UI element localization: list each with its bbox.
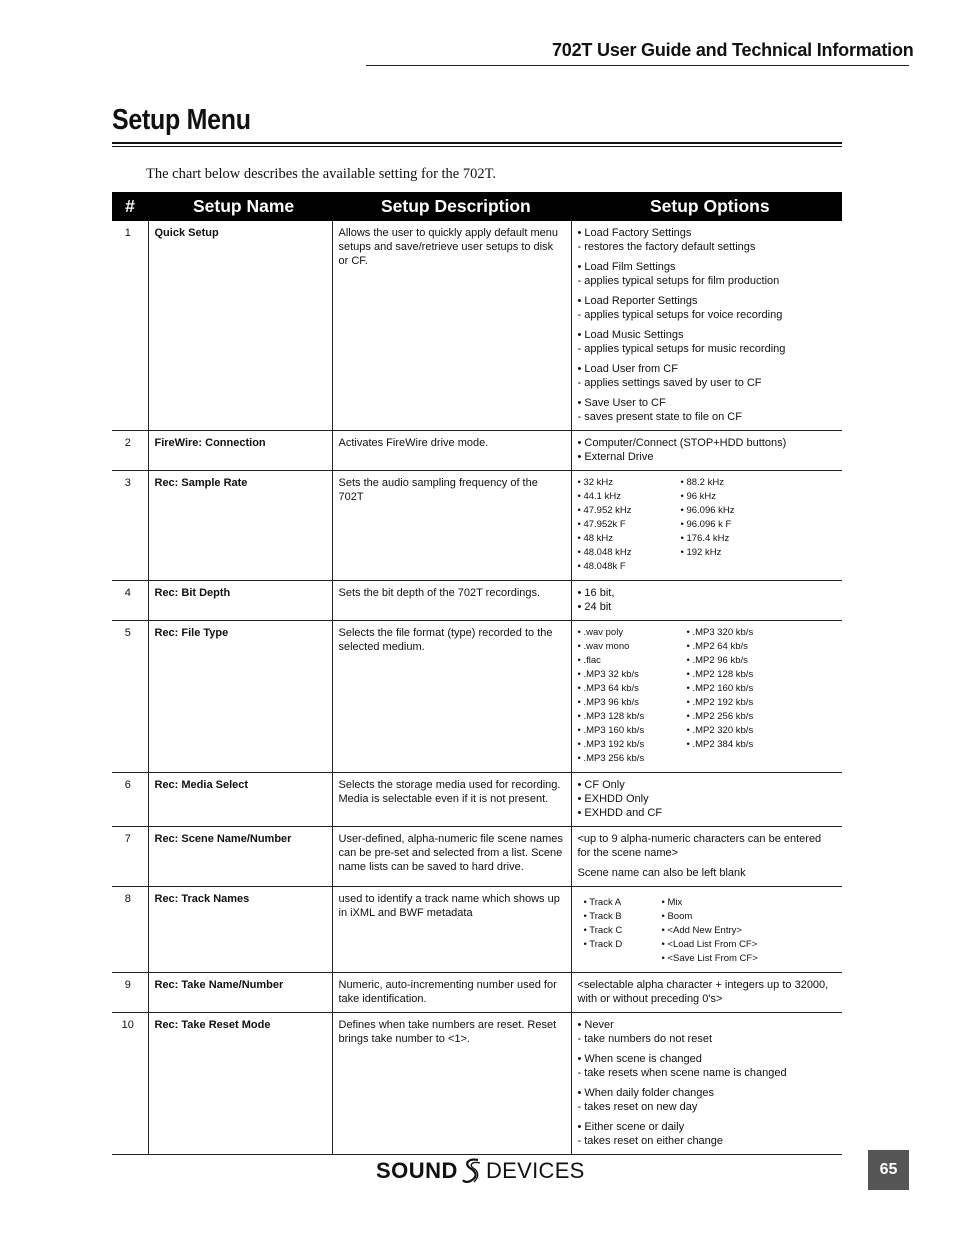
setup-description: Numeric, auto-incrementing number used for take identification. — [332, 973, 571, 1013]
option-line: • .MP3 64 kb/s — [577, 683, 639, 694]
logo-swirl-icon — [460, 1156, 484, 1186]
option-line: • .MP3 128 kb/s — [577, 711, 645, 722]
header-setup-options: Setup Options — [571, 192, 842, 221]
option-line: • 47.952 kHz — [577, 505, 632, 516]
setup-menu-table — [112, 192, 842, 1155]
option-column-left — [578, 476, 681, 574]
option-line: • Track B — [583, 911, 622, 922]
table-row — [112, 471, 842, 581]
setup-options — [571, 773, 842, 827]
option-line: • Load Factory Settings — [577, 227, 692, 239]
option-line: • Boom — [661, 911, 693, 922]
option-column-right — [687, 626, 837, 766]
option-line: • When scene is changed — [577, 1053, 702, 1065]
option-line: • 16 bit, — [577, 587, 615, 599]
option-line: • External Drive — [577, 451, 654, 463]
header-rule — [366, 65, 909, 66]
option-line: • Track A — [583, 897, 622, 908]
option-line: • EXHDD Only — [577, 793, 649, 805]
option-block — [578, 362, 837, 390]
table-header-row — [112, 192, 842, 221]
setup-options — [571, 621, 842, 773]
header-number: # — [112, 192, 148, 221]
option-line: - takes reset on new day — [577, 1101, 698, 1113]
setup-options — [571, 887, 842, 973]
setup-description: Allows the user to quickly apply default menu setups and save/retrieve user setups to disk or CF. — [332, 221, 571, 431]
setup-description: Activates FireWire drive mode. — [332, 431, 571, 471]
option-line: • When daily folder changes — [577, 1087, 715, 1099]
page-number: 65 — [868, 1150, 909, 1190]
option-block — [578, 978, 837, 1006]
option-line: - takes reset on either change — [577, 1135, 724, 1147]
option-line: • .MP2 192 kb/s — [686, 697, 754, 708]
option-line: • EXHDD and CF — [577, 807, 663, 819]
option-column-left — [578, 626, 687, 766]
table-row — [112, 827, 842, 887]
option-block — [578, 1120, 837, 1148]
setup-name: Rec: Take Reset Mode — [148, 1013, 332, 1155]
option-block — [578, 778, 837, 820]
setup-description: Selects the storage media used for recording. Media is selectable even if it is not present. — [332, 773, 571, 827]
option-line: • .MP3 320 kb/s — [686, 627, 754, 638]
option-column-left — [584, 896, 662, 966]
setup-name: Rec: File Type — [148, 621, 332, 773]
setup-name: Rec: Sample Rate — [148, 471, 332, 581]
setup-options — [571, 1013, 842, 1155]
option-columns — [578, 476, 837, 574]
setup-description: Sets the bit depth of the 702T recordings. — [332, 581, 571, 621]
intro-paragraph: The chart below describes the available setting for the 702T. — [146, 166, 497, 182]
setup-number: 10 — [112, 1013, 148, 1155]
option-line: • Either scene or daily — [577, 1121, 685, 1133]
option-line: • .MP3 32 kb/s — [577, 669, 639, 680]
table-row — [112, 221, 842, 431]
option-line: • Load User from CF — [577, 363, 678, 375]
option-line: - applies typical setups for music recording — [577, 343, 786, 355]
option-line: • CF Only — [577, 779, 625, 791]
option-line: • 48.048k F — [577, 561, 626, 572]
option-line: • .wav mono — [577, 641, 630, 652]
option-line: • 47.952k F — [577, 519, 626, 530]
option-line: • .MP3 256 kb/s — [577, 753, 645, 764]
option-line: • .MP3 96 kb/s — [577, 697, 639, 708]
option-line: • Load Music Settings — [577, 329, 684, 341]
option-block — [578, 436, 837, 464]
option-block — [578, 1018, 837, 1046]
option-line: - take numbers do not reset — [577, 1033, 713, 1045]
setup-name: Rec: Track Names — [148, 887, 332, 973]
table-row — [112, 431, 842, 471]
option-line: • 48.048 kHz — [577, 547, 632, 558]
table-row — [112, 887, 842, 973]
option-line: • 32 kHz — [577, 477, 614, 488]
option-line: • <Add New Entry> — [661, 925, 742, 936]
page-title: Setup Menu — [112, 104, 251, 136]
setup-name: FireWire: Connection — [148, 431, 332, 471]
option-line: <selectable alpha character + integers up to 32000, with or without preceding 0's> — [577, 979, 829, 1005]
option-block — [578, 1052, 837, 1080]
option-line: • .MP2 320 kb/s — [686, 725, 754, 736]
option-column-right — [662, 896, 837, 966]
table-row — [112, 1013, 842, 1155]
option-line: • .MP2 128 kb/s — [686, 669, 754, 680]
option-block — [578, 260, 837, 288]
title-rule — [112, 142, 842, 144]
option-line: • 44.1 kHz — [577, 491, 621, 502]
setup-options — [571, 221, 842, 431]
option-line: - saves present state to file on CF — [577, 411, 742, 423]
option-line: • .MP3 160 kb/s — [577, 725, 645, 736]
option-block — [578, 586, 837, 614]
option-line: • Track C — [583, 925, 623, 936]
option-line: • Mix — [661, 897, 683, 908]
title-rule-thin — [112, 146, 842, 147]
option-column-right — [681, 476, 837, 574]
table-row — [112, 773, 842, 827]
option-line: - take resets when scene name is changed — [577, 1067, 787, 1079]
option-line: - applies settings saved by user to CF — [577, 377, 762, 389]
setup-number: 6 — [112, 773, 148, 827]
option-line: • .MP2 96 kb/s — [686, 655, 748, 666]
option-line: • 96 kHz — [680, 491, 717, 502]
setup-number: 3 — [112, 471, 148, 581]
option-block — [578, 396, 837, 424]
option-line: • Never — [577, 1019, 614, 1031]
setup-number: 8 — [112, 887, 148, 973]
option-line: Scene name can also be left blank — [577, 867, 746, 879]
setup-number: 1 — [112, 221, 148, 431]
option-line: • Load Film Settings — [577, 261, 676, 273]
setup-options — [571, 431, 842, 471]
setup-options — [571, 581, 842, 621]
setup-name: Rec: Bit Depth — [148, 581, 332, 621]
logo-devices-text: DEVICES — [485, 1158, 585, 1183]
header-setup-name: Setup Name — [148, 192, 332, 221]
option-columns — [578, 892, 837, 966]
option-line: • 96.096 kHz — [680, 505, 735, 516]
option-line: • .MP2 160 kb/s — [686, 683, 754, 694]
setup-name: Rec: Media Select — [148, 773, 332, 827]
option-line: <up to 9 alpha-numeric characters can be entered for the scene name> — [577, 833, 822, 859]
option-line: • 24 bit — [577, 601, 612, 613]
setup-number: 9 — [112, 973, 148, 1013]
setup-description: Selects the file format (type) recorded to the selected medium. — [332, 621, 571, 773]
sound-devices-logo — [376, 1154, 585, 1188]
option-line: • Track D — [583, 939, 623, 950]
option-line: • .MP3 192 kb/s — [577, 739, 645, 750]
table-row — [112, 973, 842, 1013]
option-line: • Load Reporter Settings — [577, 295, 698, 307]
option-line: • .wav poly — [577, 627, 624, 638]
setup-number: 2 — [112, 431, 148, 471]
option-columns — [578, 626, 837, 766]
option-line: - applies typical setups for voice recording — [577, 309, 783, 321]
setup-name: Rec: Take Name/Number — [148, 973, 332, 1013]
setup-number: 5 — [112, 621, 148, 773]
option-block — [578, 832, 837, 860]
option-block — [578, 294, 837, 322]
option-line: • .flac — [577, 655, 601, 666]
document-header-title: 702T User Guide and Technical Information — [552, 40, 914, 60]
setup-options — [571, 471, 842, 581]
setup-description: Sets the audio sampling frequency of the 702T — [332, 471, 571, 581]
header-setup-description: Setup Description — [332, 192, 571, 221]
option-line: • 96.096 k F — [680, 519, 732, 530]
option-line: • .MP2 384 kb/s — [686, 739, 754, 750]
option-line: • <Save List From CF> — [661, 953, 758, 964]
option-line: • <Load List From CF> — [661, 939, 758, 950]
setup-description: used to identify a track name which shows up in iXML and BWF metadata — [332, 887, 571, 973]
setup-options — [571, 827, 842, 887]
logo-sound-text: SOUND — [376, 1158, 458, 1183]
option-block — [578, 1086, 837, 1114]
table-row — [112, 621, 842, 773]
setup-options — [571, 973, 842, 1013]
option-line: • 176.4 kHz — [680, 533, 730, 544]
option-line: • Computer/Connect (STOP+HDD buttons) — [577, 437, 787, 449]
setup-name: Rec: Scene Name/Number — [148, 827, 332, 887]
option-block — [578, 866, 837, 880]
table-row — [112, 581, 842, 621]
option-block — [578, 226, 837, 254]
option-line: • Save User to CF — [577, 397, 666, 409]
setup-number: 4 — [112, 581, 148, 621]
setup-name: Quick Setup — [148, 221, 332, 431]
option-line: - applies typical setups for film production — [577, 275, 780, 287]
option-line: • .MP2 256 kb/s — [686, 711, 754, 722]
option-line: - restores the factory default settings — [577, 241, 756, 253]
option-line: • 48 kHz — [577, 533, 614, 544]
option-line: • 192 kHz — [680, 547, 722, 558]
setup-description: User-defined, alpha-numeric file scene names can be pre-set and selected from a list. Scene name lists can be saved to hard drive. — [332, 827, 571, 887]
table-body — [112, 221, 842, 1155]
setup-description: Defines when take numbers are reset. Reset brings take number to <1>. — [332, 1013, 571, 1155]
option-line: • 88.2 kHz — [680, 477, 724, 488]
option-line: • .MP2 64 kb/s — [686, 641, 748, 652]
option-block — [578, 328, 837, 356]
setup-number: 7 — [112, 827, 148, 887]
